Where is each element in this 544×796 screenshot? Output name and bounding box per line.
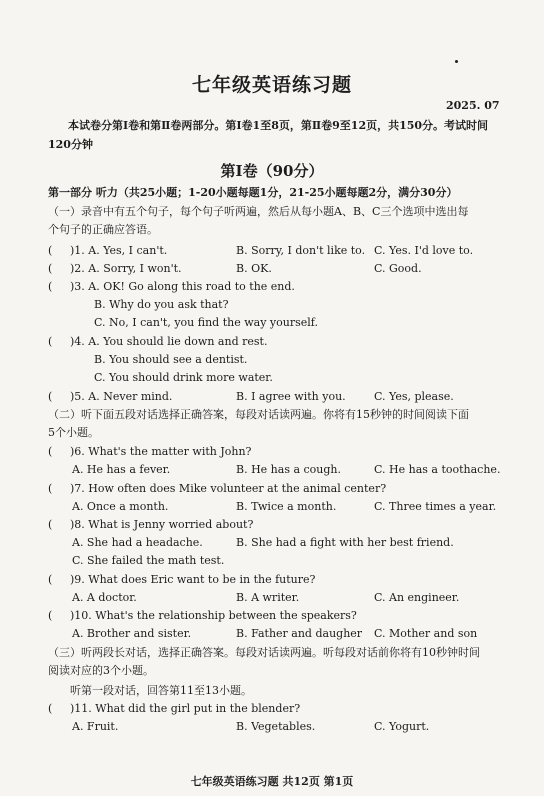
q11-option-c: C. Yogurt. xyxy=(374,720,430,733)
q10-option-c: C. Mother and son xyxy=(374,627,478,640)
sub1-instruction-1: （一）录音中有五个句子，每个句子听两遍，然后从每小题A、B、C三个选项中选出每 xyxy=(48,205,469,218)
q3-option-b: B. Why do you ask that? xyxy=(94,298,229,311)
q2-option-c: C. Good. xyxy=(374,262,422,275)
answer-paren[interactable]: ( xyxy=(48,445,53,458)
q9-option-a: A. A doctor. xyxy=(72,591,137,604)
q5-option-b: B. I agree with you. xyxy=(236,390,346,403)
part1-header: 第一部分 听力（共25小题；1-20小题每题1分，21-25小题每题2分，满分30分） xyxy=(48,186,458,199)
q1-option-b: B. Sorry, I don't like to. xyxy=(236,244,366,257)
sub3-instruction-1: （三）听两段长对话，选择正确答案。每段对话读两遍。听每段对话前你将有10秒钟时间 xyxy=(48,646,480,659)
q4-option-b: B. You should see a dentist. xyxy=(94,353,248,366)
q8-option-a: A. She had a headache. xyxy=(72,536,203,549)
q1-option-c: C. Yes. I'd love to. xyxy=(374,244,474,257)
q3-option-c: C. No, I can't, you find the way yourself. xyxy=(94,316,318,329)
question-2: )2. A. Sorry, I won't. xyxy=(70,262,182,275)
sub1-instruction-2: 个句子的正确应答语。 xyxy=(48,223,158,236)
question-8: )8. What is Jenny worried about? xyxy=(70,518,254,531)
sub2-instruction-2: 5个小题。 xyxy=(48,426,99,439)
question-5: )5. A. Never mind. xyxy=(70,390,173,403)
question-10: )10. What's the relationship between the speakers? xyxy=(70,609,357,622)
answer-paren[interactable]: ( xyxy=(48,280,53,293)
answer-paren[interactable]: ( xyxy=(48,573,53,586)
answer-paren[interactable]: ( xyxy=(48,702,53,715)
q10-option-b: B. Father and daugher xyxy=(236,627,363,640)
q9-option-c: C. An engineer. xyxy=(374,591,460,604)
answer-paren[interactable]: ( xyxy=(48,335,53,348)
section-title: 第Ⅰ卷（90分） xyxy=(220,162,324,180)
answer-paren[interactable]: ( xyxy=(48,262,53,275)
answer-paren[interactable]: ( xyxy=(48,244,53,257)
question-1: )1. A. Yes, I can't. xyxy=(70,244,168,257)
q7-option-b: B. Twice a month. xyxy=(236,500,337,513)
q5-option-c: C. Yes, please. xyxy=(374,390,454,403)
answer-paren[interactable]: ( xyxy=(48,482,53,495)
question-4: )4. A. You should lie down and rest. xyxy=(70,335,268,348)
q7-option-a: A. Once a month. xyxy=(72,500,169,513)
exam-date: 2025. 07 xyxy=(446,99,500,112)
question-3: )3. A. OK! Go along this road to the end. xyxy=(70,280,295,293)
q4-option-c: C. You should drink more water. xyxy=(94,371,273,384)
sub3-instruction-3: 听第一段对话，回答第11至13小题。 xyxy=(70,684,252,697)
q10-option-a: A. Brother and sister. xyxy=(72,627,192,640)
q8-option-c: C. She failed the math test. xyxy=(72,554,225,567)
question-11: )11. What did the girl put in the blender? xyxy=(70,702,301,715)
answer-paren[interactable]: ( xyxy=(48,390,53,403)
q11-option-b: B. Vegetables. xyxy=(236,720,316,733)
page-title: 七年级英语练习题 xyxy=(191,74,352,96)
sub2-instruction-1: （二）听下面五段对话选择正确答案，每段对话读两遍。你将有15秒钟的时间阅读下面 xyxy=(48,408,469,421)
q9-option-b: B. A writer. xyxy=(236,591,300,604)
exam-intro: 本试卷分第Ⅰ卷和第Ⅱ卷两部分。第Ⅰ卷1至8页，第Ⅱ卷9至12页，共150分。考试时间120分钟 xyxy=(48,119,489,151)
answer-paren[interactable]: ( xyxy=(48,518,53,531)
q11-option-a: A. Fruit. xyxy=(72,720,119,733)
q8-option-b: B. She had a fight with her best friend. xyxy=(236,536,454,549)
ink-dot xyxy=(455,60,458,63)
answer-paren[interactable]: ( xyxy=(48,609,53,622)
q7-option-c: C. Three times a year. xyxy=(374,500,497,513)
q6-option-c: C. He has a toothache. xyxy=(374,463,501,476)
question-6: )6. What's the matter with John? xyxy=(70,445,252,458)
question-7: )7. How often does Mike volunteer at the animal center? xyxy=(70,482,387,495)
q2-option-b: B. OK. xyxy=(236,262,272,275)
q6-option-a: A. He has a fever. xyxy=(72,463,171,476)
page-footer: 七年级英语练习题 共12页 第1页 xyxy=(190,775,354,788)
sub3-instruction-2: 阅读对应的3个小题。 xyxy=(48,664,154,677)
question-9: )9. What does Eric want to be in the future? xyxy=(70,573,316,586)
q6-option-b: B. He has a cough. xyxy=(236,463,342,476)
